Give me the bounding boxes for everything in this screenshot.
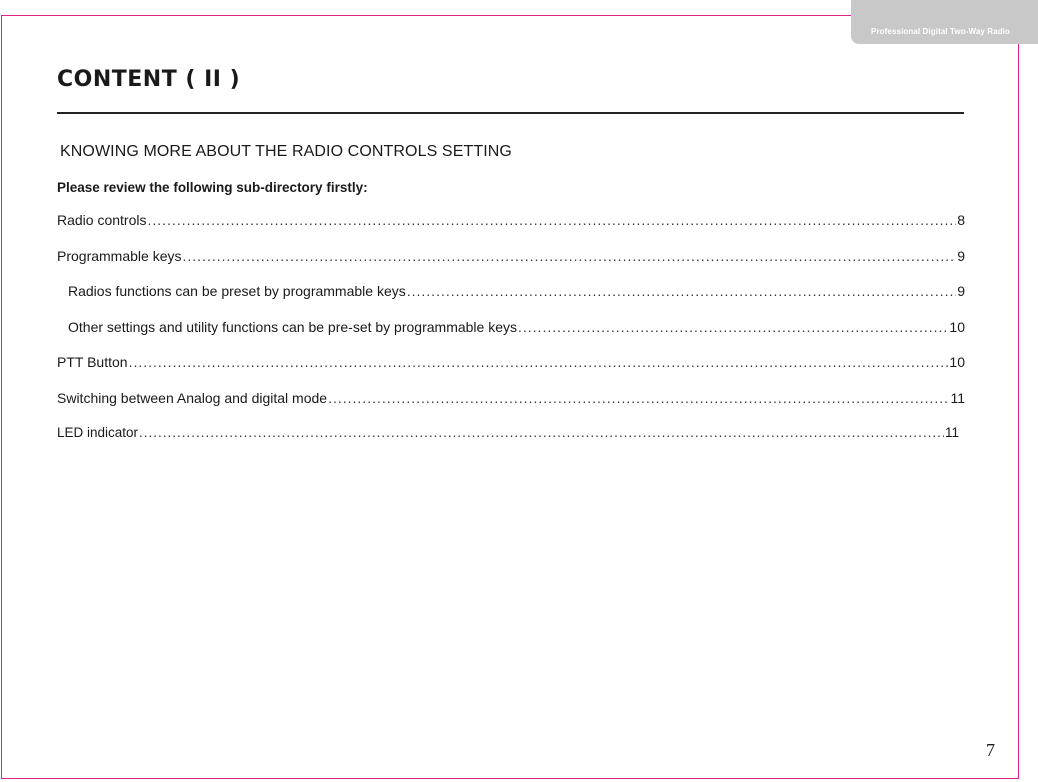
toc-dot-leader: [183, 248, 957, 264]
toc-page-number: 8: [957, 212, 965, 228]
title-divider: [57, 112, 964, 114]
table-of-contents: [57, 212, 965, 461]
toc-dot-leader: [129, 354, 949, 370]
toc-entry-label: LED indicator: [57, 425, 139, 440]
toc-page-number: 9: [957, 283, 965, 299]
toc-page-number: 10: [949, 318, 965, 335]
toc-entry-radio-functions-preset[interactable]: [57, 283, 965, 319]
section-heading: KNOWING MORE ABOUT THE RADIO CONTROLS SETTING: [60, 143, 512, 160]
toc-page-number: 10: [949, 354, 965, 370]
toc-entry-label: Switching between Analog and digital mode: [57, 389, 328, 406]
toc-entry-programmable-keys[interactable]: [57, 248, 965, 284]
toc-entry-analog-digital-mode[interactable]: [57, 390, 965, 426]
toc-entry-radio-controls[interactable]: [57, 212, 965, 248]
toc-dot-leader: [148, 212, 957, 228]
page-number: 7: [986, 740, 995, 760]
toc-entry-other-settings-preset[interactable]: [57, 319, 965, 355]
toc-dot-leader: [139, 425, 944, 440]
toc-dot-leader: [328, 390, 949, 406]
header-tab-label: Professional Digital Two-Way Radio: [871, 27, 1010, 36]
toc-entry-label: Other settings and utility functions can be pre-set by programmable keys: [68, 318, 517, 335]
toc-page-number: 11: [950, 389, 965, 406]
toc-entry-ptt-button[interactable]: [57, 354, 965, 390]
toc-dot-leader: [407, 283, 956, 299]
intro-text: Please review the following sub-directory firstly:: [57, 180, 368, 195]
page-title: CONTENT ( II ): [57, 67, 241, 92]
toc-page-number: 11: [944, 425, 959, 440]
header-tab: [851, 0, 1038, 44]
toc-page-number: 9: [957, 247, 965, 264]
toc-dot-leader: [518, 319, 948, 335]
toc-entry-label: Programmable keys: [57, 247, 182, 264]
toc-entry-led-indicator[interactable]: [57, 425, 965, 461]
toc-entry-label: Radio controls: [57, 212, 147, 228]
toc-entry-label: PTT Button: [57, 354, 128, 370]
toc-entry-label: Radios functions can be preset by programmable keys: [68, 283, 406, 299]
